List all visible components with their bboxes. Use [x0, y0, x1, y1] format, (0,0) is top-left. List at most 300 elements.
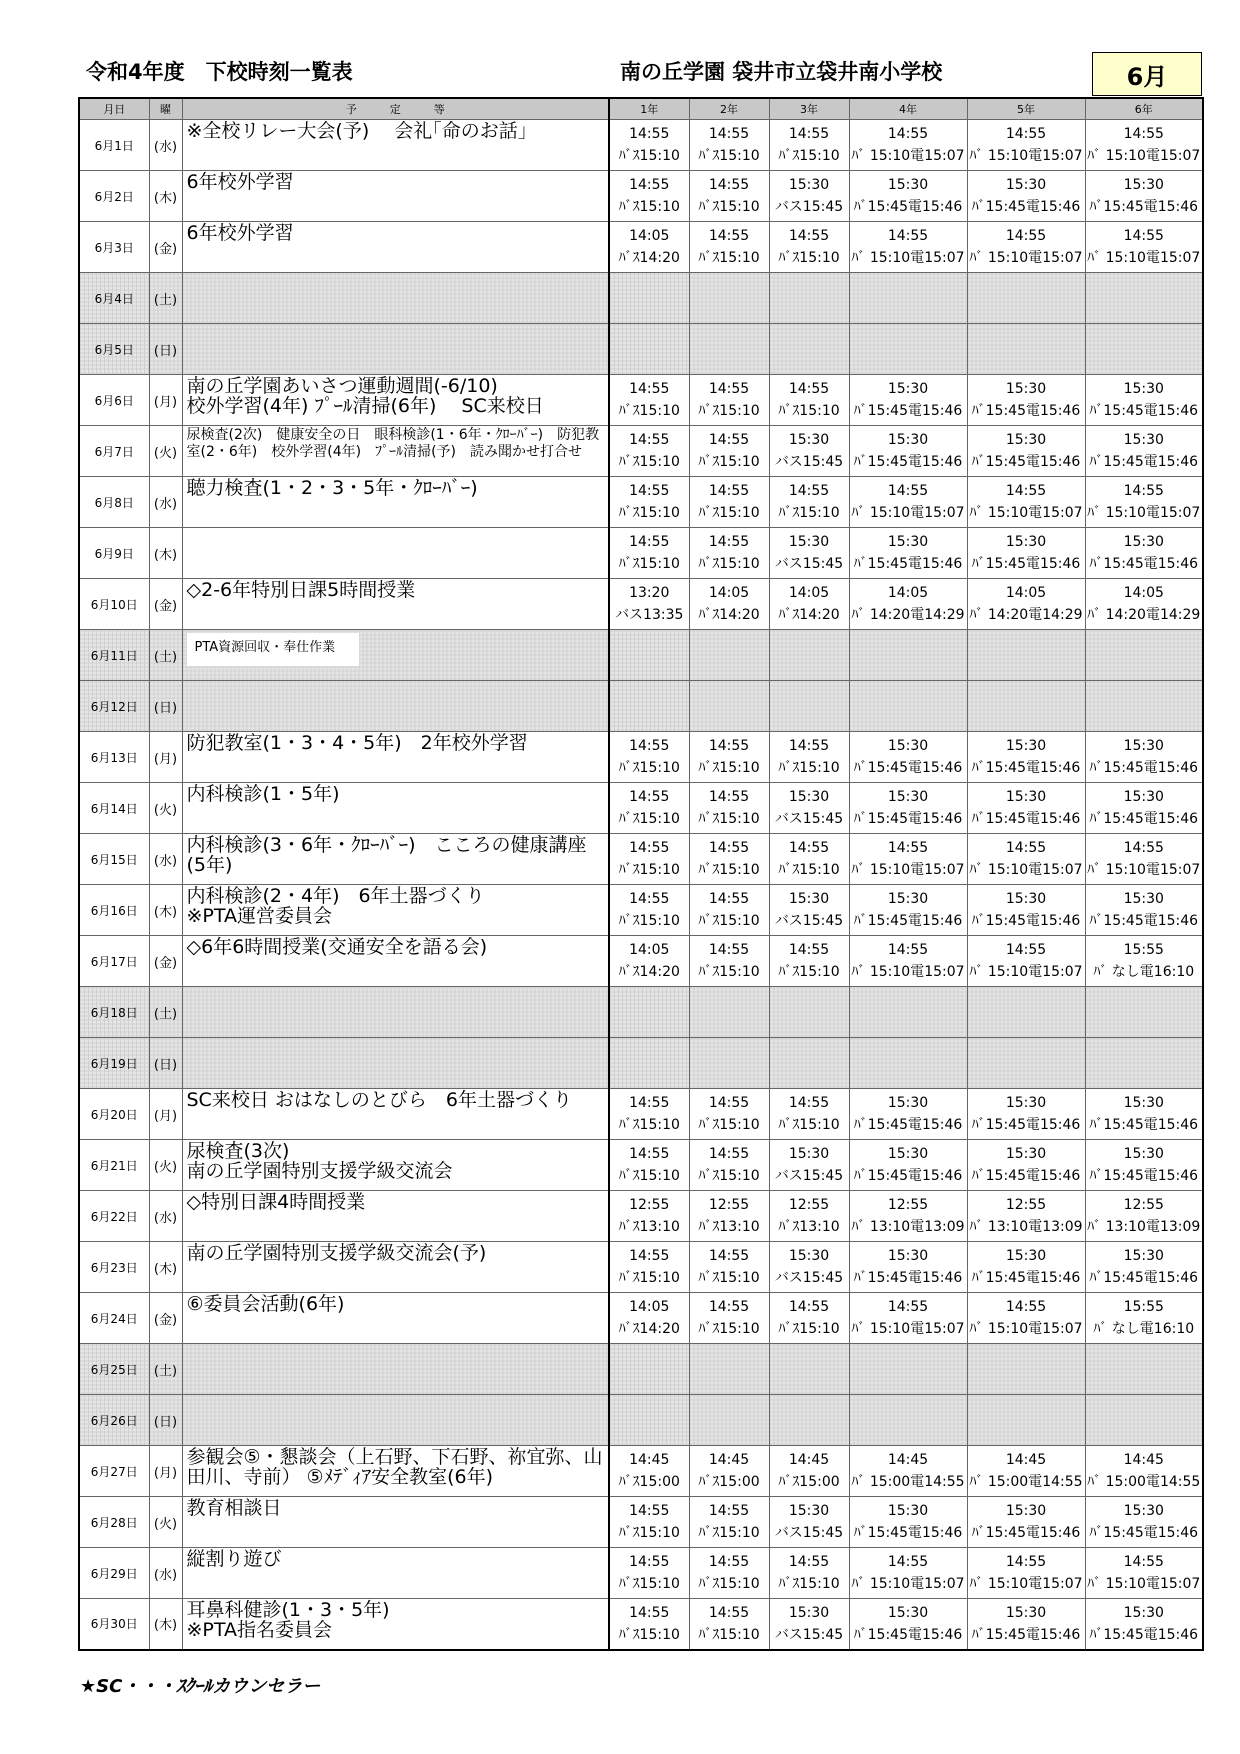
table-row — [79, 1599, 1203, 1650]
time-cell-grade-1 — [609, 1140, 689, 1191]
dismissal-time: 14:55 — [708, 1503, 750, 1519]
dismissal-time: 14:55 — [788, 840, 830, 856]
transport-time: ﾊﾞ15:45電15:46 — [1089, 760, 1199, 776]
row-event — [182, 630, 609, 681]
transport-time: ﾊﾞ15:45電15:46 — [971, 403, 1081, 419]
time-cell-grade-4 — [849, 171, 967, 222]
time-cell-grade-5 — [967, 477, 1085, 528]
dismissal-time: 14:45 — [887, 1452, 929, 1468]
time-cell-grade-4 — [849, 1140, 967, 1191]
time-cell-grade-2 — [689, 1038, 769, 1089]
transport-time: バス15:45 — [774, 199, 844, 215]
row-weekday: (日) — [149, 1395, 182, 1446]
dismissal-time: 14:55 — [1123, 840, 1164, 856]
transport-time: ﾊﾞ 15:10電15:07 — [851, 964, 965, 980]
time-cell-grade-4 — [849, 1293, 967, 1344]
dismissal-time: 15:55 — [1123, 1299, 1164, 1315]
time-cell-grade-6 — [1085, 1344, 1203, 1395]
time-cell-grade-3 — [769, 477, 849, 528]
row-weekday: (土) — [149, 1344, 182, 1395]
table-row — [79, 1548, 1203, 1599]
dismissal-time: 14:55 — [1005, 1554, 1047, 1570]
table-row — [79, 1446, 1203, 1497]
dismissal-time: 15:30 — [788, 789, 830, 805]
time-cell-grade-3 — [769, 1599, 849, 1650]
dismissal-time: 14:55 — [629, 1248, 670, 1264]
transport-time: ﾊﾞｽ15:10 — [698, 913, 760, 929]
time-cell-grade-2 — [689, 579, 769, 630]
transport-time: ﾊﾞ15:45電15:46 — [971, 1168, 1081, 1184]
row-weekday: (水) — [149, 477, 182, 528]
row-event — [182, 1038, 609, 1089]
time-cell-grade-4 — [849, 936, 967, 987]
row-event — [182, 987, 609, 1038]
time-cell-grade-5 — [967, 885, 1085, 936]
row-event: 6年校外学習 — [182, 171, 609, 222]
time-cell-grade-1 — [609, 1293, 689, 1344]
col-header-grade-1: 1年 — [609, 98, 689, 120]
transport-time: ﾊﾞｽ15:00 — [618, 1474, 680, 1490]
transport-time: ﾊﾞｽ15:10 — [698, 403, 760, 419]
row-weekday: (土) — [149, 987, 182, 1038]
time-cell-grade-4 — [849, 783, 967, 834]
dismissal-time: 14:55 — [629, 1554, 670, 1570]
dismissal-time: 15:30 — [887, 1248, 929, 1264]
row-weekday: (金) — [149, 579, 182, 630]
time-cell-grade-3 — [769, 1497, 849, 1548]
dismissal-time: 14:05 — [887, 585, 929, 601]
dismissal-time: 14:55 — [788, 126, 830, 142]
time-cell-grade-1 — [609, 426, 689, 477]
time-cell-grade-2 — [689, 1497, 769, 1548]
table-row — [79, 834, 1203, 885]
time-cell-grade-5 — [967, 426, 1085, 477]
transport-time: ﾊﾞ 15:10電15:07 — [1087, 505, 1201, 521]
transport-time: ﾊﾞ15:45電15:46 — [853, 1626, 963, 1643]
dismissal-time: 14:55 — [887, 1299, 929, 1315]
dismissal-time: 14:55 — [1123, 483, 1164, 499]
page-title: 令和4年度 下校時刻一覧表 — [86, 60, 353, 84]
transport-time: ﾊﾞｽ15:10 — [778, 403, 840, 419]
table-row — [79, 681, 1203, 732]
row-date: 6月25日 — [79, 1344, 149, 1395]
time-cell-grade-1 — [609, 1038, 689, 1089]
transport-time: ﾊﾞｽ15:10 — [698, 1117, 760, 1133]
time-cell-grade-3 — [769, 732, 849, 783]
dismissal-time: 14:55 — [629, 789, 670, 805]
time-cell-grade-6 — [1085, 171, 1203, 222]
time-cell-grade-5 — [967, 1293, 1085, 1344]
time-cell-grade-1 — [609, 1395, 689, 1446]
transport-time: ﾊﾞ15:45電15:46 — [1089, 556, 1199, 572]
table-row — [79, 375, 1203, 426]
table-row — [79, 1089, 1203, 1140]
transport-time: ﾊﾞ15:45電15:46 — [971, 1626, 1081, 1643]
dismissal-time: 14:55 — [1005, 840, 1047, 856]
transport-time: ﾊﾞ15:45電15:46 — [1089, 811, 1199, 827]
transport-time: ﾊﾞｽ15:10 — [618, 403, 680, 419]
dismissal-time: 14:55 — [788, 228, 830, 244]
time-cell-grade-5 — [967, 1446, 1085, 1497]
transport-time: ﾊﾞ15:45電15:46 — [971, 1270, 1081, 1286]
table-row — [79, 1344, 1203, 1395]
transport-time: ﾊﾞ15:45電15:46 — [1089, 1168, 1199, 1184]
dismissal-time: 15:30 — [887, 1146, 929, 1162]
time-cell-grade-6 — [1085, 630, 1203, 681]
dismissal-time: 14:55 — [788, 942, 830, 958]
time-cell-grade-3 — [769, 681, 849, 732]
transport-time: ﾊﾞ 14:20電14:29 — [1087, 607, 1201, 623]
row-event — [182, 1395, 609, 1446]
time-cell-grade-1 — [609, 222, 689, 273]
time-cell-grade-5 — [967, 1191, 1085, 1242]
time-cell-grade-5 — [967, 375, 1085, 426]
dismissal-time: 15:30 — [1123, 738, 1164, 754]
transport-time: ﾊﾞｽ15:10 — [778, 964, 840, 980]
dismissal-time: 14:55 — [629, 840, 670, 856]
time-cell-grade-1 — [609, 120, 689, 171]
transport-time: ﾊﾞｽ14:20 — [618, 1321, 680, 1337]
row-date: 6月13日 — [79, 732, 149, 783]
dismissal-time: 14:55 — [1123, 126, 1164, 142]
dismissal-time: 15:30 — [1005, 177, 1047, 193]
dismissal-time: 15:30 — [1123, 1248, 1164, 1264]
row-weekday: (金) — [149, 222, 182, 273]
time-cell-grade-4 — [849, 1548, 967, 1599]
row-event: 6年校外学習 — [182, 222, 609, 273]
time-cell-grade-2 — [689, 120, 769, 171]
dismissal-time: 14:55 — [629, 432, 670, 448]
time-cell-grade-4 — [849, 1242, 967, 1293]
dismissal-time: 14:55 — [708, 483, 750, 499]
time-cell-grade-4 — [849, 273, 967, 324]
dismissal-time: 14:55 — [1005, 483, 1047, 499]
time-cell-grade-1 — [609, 630, 689, 681]
dismissal-time: 13:20 — [629, 585, 670, 601]
time-cell-grade-5 — [967, 1497, 1085, 1548]
transport-time: ﾊﾞｽ15:10 — [698, 1321, 760, 1337]
dismissal-time: 14:55 — [788, 1299, 830, 1315]
time-cell-grade-2 — [689, 273, 769, 324]
time-cell-grade-6 — [1085, 324, 1203, 375]
time-cell-grade-4 — [849, 222, 967, 273]
time-cell-grade-1 — [609, 1446, 689, 1497]
transport-time: バス15:45 — [774, 1525, 844, 1541]
dismissal-time: 14:05 — [629, 1299, 670, 1315]
time-cell-grade-5 — [967, 1599, 1085, 1650]
schedule-table — [78, 97, 1204, 1651]
transport-time: ﾊﾞｽ15:10 — [778, 148, 840, 164]
transport-time: ﾊﾞ 15:00電14:55 — [851, 1474, 965, 1490]
dismissal-time: 15:30 — [788, 1503, 830, 1519]
time-cell-grade-6 — [1085, 1548, 1203, 1599]
table-row — [79, 1395, 1203, 1446]
time-cell-grade-5 — [967, 1038, 1085, 1089]
transport-time: ﾊﾞ15:45電15:46 — [853, 760, 963, 776]
transport-time: ﾊﾞ15:45電15:46 — [971, 1525, 1081, 1541]
time-cell-grade-4 — [849, 1599, 967, 1650]
time-cell-grade-3 — [769, 1395, 849, 1446]
row-event: 防犯教室(1・3・4・5年) 2年校外学習 — [182, 732, 609, 783]
transport-time: ﾊﾞｽ15:10 — [618, 1525, 680, 1541]
time-cell-grade-3 — [769, 783, 849, 834]
time-cell-grade-1 — [609, 171, 689, 222]
time-cell-grade-6 — [1085, 1446, 1203, 1497]
dismissal-time: 14:55 — [1123, 228, 1164, 244]
time-cell-grade-4 — [849, 426, 967, 477]
dismissal-time: 15:55 — [1123, 942, 1164, 958]
transport-time: ﾊﾞｽ15:10 — [778, 862, 840, 878]
transport-time: ﾊﾞ 15:10電15:07 — [851, 862, 965, 878]
time-cell-grade-2 — [689, 1293, 769, 1344]
dismissal-time: 15:30 — [788, 1604, 830, 1621]
table-row — [79, 222, 1203, 273]
transport-time: ﾊﾞｽ15:10 — [618, 760, 680, 776]
time-cell-grade-1 — [609, 1089, 689, 1140]
time-cell-grade-5 — [967, 222, 1085, 273]
transport-time: ﾊﾞｽ15:10 — [618, 811, 680, 827]
transport-time: ﾊﾞｽ15:10 — [618, 148, 680, 164]
time-cell-grade-1 — [609, 885, 689, 936]
dismissal-time: 14:55 — [788, 381, 830, 397]
row-date: 6月8日 — [79, 477, 149, 528]
transport-time: ﾊﾞｽ15:10 — [698, 1576, 760, 1592]
time-cell-grade-2 — [689, 834, 769, 885]
transport-time: ﾊﾞｽ15:10 — [618, 1117, 680, 1133]
col-header-grade-5: 5年 — [967, 98, 1085, 120]
dismissal-time: 15:30 — [788, 432, 830, 448]
dismissal-time: 14:55 — [887, 228, 929, 244]
transport-time: ﾊﾞｽ15:10 — [618, 556, 680, 572]
row-date: 6月28日 — [79, 1497, 149, 1548]
time-cell-grade-6 — [1085, 783, 1203, 834]
row-weekday: (木) — [149, 1242, 182, 1293]
footnote: ★SC・・・ｽｸｰﾙカウンセラー — [80, 1676, 321, 1697]
time-cell-grade-3 — [769, 834, 849, 885]
transport-time: ﾊﾞｽ15:10 — [698, 556, 760, 572]
dismissal-time: 12:55 — [1005, 1197, 1047, 1213]
time-cell-grade-5 — [967, 273, 1085, 324]
time-cell-grade-3 — [769, 1191, 849, 1242]
row-date: 6月1日 — [79, 120, 149, 171]
dismissal-time: 15:30 — [1005, 789, 1047, 805]
dismissal-time: 12:55 — [708, 1197, 750, 1213]
table-row — [79, 1038, 1203, 1089]
row-weekday: (火) — [149, 783, 182, 834]
transport-time: ﾊﾞ15:45電15:46 — [853, 403, 963, 419]
table-row — [79, 528, 1203, 579]
transport-time: ﾊﾞ 15:10電15:07 — [969, 1576, 1083, 1592]
dismissal-time: 14:55 — [788, 738, 830, 754]
transport-time: ﾊﾞ 15:10電15:07 — [1087, 148, 1201, 164]
dismissal-time: 14:55 — [629, 1604, 670, 1621]
dismissal-time: 15:30 — [788, 891, 830, 907]
time-cell-grade-1 — [609, 987, 689, 1038]
transport-time: ﾊﾞ15:45電15:46 — [1089, 1525, 1199, 1541]
dismissal-time: 14:55 — [788, 1554, 830, 1570]
time-cell-grade-1 — [609, 1191, 689, 1242]
dismissal-time: 14:55 — [788, 1095, 830, 1111]
time-cell-grade-2 — [689, 171, 769, 222]
time-cell-grade-2 — [689, 885, 769, 936]
transport-time: ﾊﾞｽ15:10 — [698, 1525, 760, 1541]
row-date: 6月3日 — [79, 222, 149, 273]
transport-time: ﾊﾞｽ15:10 — [618, 199, 680, 215]
row-weekday: (金) — [149, 936, 182, 987]
dismissal-time: 15:30 — [1123, 1146, 1164, 1162]
dismissal-time: 14:55 — [629, 126, 670, 142]
dismissal-time: 14:55 — [887, 942, 929, 958]
table-row — [79, 630, 1203, 681]
transport-time: ﾊﾞｽ15:10 — [618, 862, 680, 878]
row-event: 南の丘学園特別支援学級交流会(予) — [182, 1242, 609, 1293]
time-cell-grade-4 — [849, 375, 967, 426]
dismissal-time: 14:55 — [708, 1554, 750, 1570]
row-event — [182, 681, 609, 732]
dismissal-time: 14:55 — [708, 942, 750, 958]
time-cell-grade-2 — [689, 1140, 769, 1191]
dismissal-time: 14:05 — [629, 228, 670, 244]
table-row — [79, 936, 1203, 987]
transport-time: バス13:35 — [615, 607, 684, 623]
transport-time: ﾊﾞｽ15:10 — [698, 1626, 760, 1643]
transport-time: ﾊﾞｽ15:10 — [698, 1270, 760, 1286]
row-weekday: (土) — [149, 630, 182, 681]
dismissal-time: 14:55 — [708, 1248, 750, 1264]
transport-time: ﾊﾞ15:45電15:46 — [971, 556, 1081, 572]
dismissal-time: 15:30 — [1005, 1248, 1047, 1264]
time-cell-grade-6 — [1085, 1089, 1203, 1140]
dismissal-time: 14:55 — [887, 126, 929, 142]
time-cell-grade-5 — [967, 528, 1085, 579]
time-cell-grade-3 — [769, 222, 849, 273]
row-date: 6月27日 — [79, 1446, 149, 1497]
dismissal-time: 15:30 — [1005, 432, 1047, 448]
dismissal-time: 14:05 — [788, 585, 830, 601]
dismissal-time: 15:30 — [1123, 1604, 1164, 1621]
time-cell-grade-2 — [689, 1548, 769, 1599]
time-cell-grade-3 — [769, 987, 849, 1038]
time-cell-grade-5 — [967, 732, 1085, 783]
row-event — [182, 1344, 609, 1395]
time-cell-grade-4 — [849, 630, 967, 681]
time-cell-grade-2 — [689, 936, 769, 987]
time-cell-grade-2 — [689, 1395, 769, 1446]
time-cell-grade-5 — [967, 1548, 1085, 1599]
row-event: 内科検診(3・6年・ｸﾛｰﾊﾞｰ) こころの健康講座(5年) — [182, 834, 609, 885]
dismissal-time: 15:30 — [788, 177, 830, 193]
time-cell-grade-3 — [769, 426, 849, 477]
dismissal-time: 15:30 — [1123, 789, 1164, 805]
row-date: 6月4日 — [79, 273, 149, 324]
time-cell-grade-4 — [849, 477, 967, 528]
row-date: 6月20日 — [79, 1089, 149, 1140]
dismissal-time: 12:55 — [1123, 1197, 1164, 1213]
row-weekday: (木) — [149, 885, 182, 936]
table-row — [79, 1242, 1203, 1293]
col-header-event: 予 定 等 — [182, 98, 609, 120]
transport-time: ﾊﾞ 13:10電13:09 — [969, 1219, 1083, 1235]
row-event — [182, 528, 609, 579]
time-cell-grade-1 — [609, 375, 689, 426]
transport-time: ﾊﾞ 15:10電15:07 — [851, 1576, 965, 1592]
time-cell-grade-3 — [769, 171, 849, 222]
time-cell-grade-1 — [609, 936, 689, 987]
time-cell-grade-3 — [769, 579, 849, 630]
dismissal-time: 14:05 — [1123, 585, 1164, 601]
time-cell-grade-5 — [967, 171, 1085, 222]
table-row — [79, 732, 1203, 783]
time-cell-grade-4 — [849, 120, 967, 171]
row-date: 6月5日 — [79, 324, 149, 375]
time-cell-grade-6 — [1085, 579, 1203, 630]
transport-time: ﾊﾞｽ15:10 — [698, 862, 760, 878]
dismissal-time: 15:30 — [788, 534, 830, 550]
time-cell-grade-2 — [689, 426, 769, 477]
row-event: 耳鼻科健診(1・3・5年) ※PTA指名委員会 — [182, 1599, 609, 1650]
time-cell-grade-4 — [849, 1395, 967, 1446]
dismissal-time: 14:55 — [708, 1299, 750, 1315]
transport-time: ﾊﾞ15:45電15:46 — [1089, 403, 1199, 419]
dismissal-time: 14:55 — [887, 1554, 929, 1570]
table-row — [79, 477, 1203, 528]
transport-time: ﾊﾞｽ15:10 — [778, 1321, 840, 1337]
time-cell-grade-1 — [609, 783, 689, 834]
transport-time: ﾊﾞ 14:20電14:29 — [851, 607, 965, 623]
transport-time: ﾊﾞｽ15:10 — [698, 199, 760, 215]
row-date: 6月12日 — [79, 681, 149, 732]
transport-time: ﾊﾞ 15:10電15:07 — [851, 1321, 965, 1337]
time-cell-grade-2 — [689, 732, 769, 783]
transport-time: ﾊﾞ15:45電15:46 — [971, 913, 1081, 929]
row-weekday: (月) — [149, 1089, 182, 1140]
row-event: 教育相談日 — [182, 1497, 609, 1548]
time-cell-grade-1 — [609, 324, 689, 375]
transport-time: ﾊﾞ 15:10電15:07 — [969, 964, 1083, 980]
row-weekday: (金) — [149, 1293, 182, 1344]
transport-time: ﾊﾞ 15:10電15:07 — [851, 250, 965, 266]
dismissal-time: 15:30 — [1005, 891, 1047, 907]
transport-time: ﾊﾞ 15:10電15:07 — [851, 505, 965, 521]
time-cell-grade-6 — [1085, 1191, 1203, 1242]
transport-time: ﾊﾞｽ15:10 — [698, 148, 760, 164]
transport-time: ﾊﾞｽ14:20 — [698, 607, 760, 623]
transport-time: ﾊﾞ 15:10電15:07 — [969, 250, 1083, 266]
dismissal-time: 15:30 — [788, 1146, 830, 1162]
time-cell-grade-5 — [967, 1140, 1085, 1191]
transport-time: ﾊﾞ 13:10電13:09 — [851, 1219, 965, 1235]
time-cell-grade-5 — [967, 324, 1085, 375]
time-cell-grade-4 — [849, 579, 967, 630]
row-date: 6月10日 — [79, 579, 149, 630]
dismissal-time: 15:30 — [887, 432, 929, 448]
transport-time: ﾊﾞｽ15:10 — [698, 811, 760, 827]
dismissal-time: 14:55 — [629, 483, 670, 499]
transport-time: ﾊﾞ 15:00電14:55 — [969, 1474, 1083, 1490]
time-cell-grade-2 — [689, 987, 769, 1038]
dismissal-time: 14:55 — [708, 126, 750, 142]
time-cell-grade-3 — [769, 630, 849, 681]
row-weekday: (火) — [149, 426, 182, 477]
transport-time: ﾊﾞ 15:10電15:07 — [969, 862, 1083, 878]
transport-time: ﾊﾞ15:45電15:46 — [853, 1117, 963, 1133]
transport-time: ﾊﾞ15:45電15:46 — [971, 199, 1081, 215]
time-cell-grade-6 — [1085, 834, 1203, 885]
row-weekday: (火) — [149, 1497, 182, 1548]
time-cell-grade-4 — [849, 987, 967, 1038]
time-cell-grade-4 — [849, 885, 967, 936]
row-date: 6月2日 — [79, 171, 149, 222]
